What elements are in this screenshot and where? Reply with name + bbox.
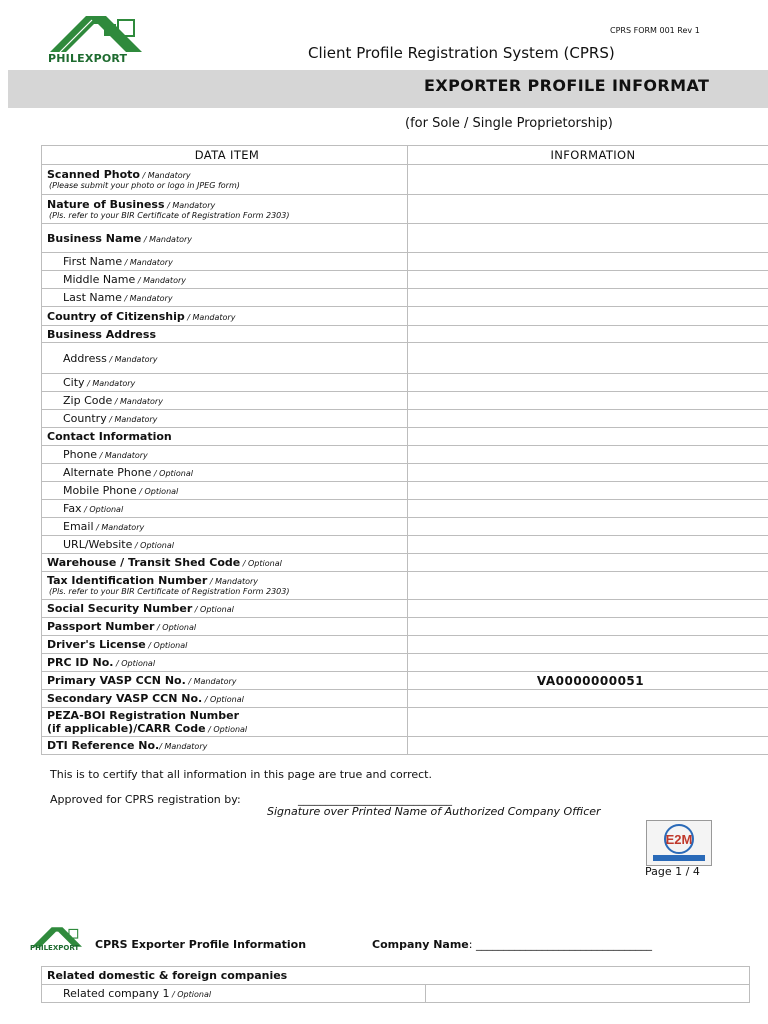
- table-row: [42, 392, 768, 410]
- data-item-label: Phone: [63, 448, 98, 461]
- information-cell[interactable]: [408, 253, 768, 271]
- col-header-information: INFORMATION: [408, 146, 768, 165]
- data-item-label: Social Security Number: [47, 602, 193, 615]
- data-item-cell: [42, 446, 408, 464]
- requirement-suffix: / Optional: [132, 541, 174, 550]
- table-row: [42, 636, 768, 654]
- requirement-suffix: / Mandatory: [207, 577, 259, 586]
- information-cell[interactable]: [408, 224, 768, 253]
- table-row: [42, 518, 768, 536]
- data-item-cell: [42, 636, 408, 654]
- requirement-suffix: / Optional: [113, 659, 156, 668]
- related-section-header: Related domestic & foreign companies: [42, 967, 750, 985]
- certification-text: This is to certify that all information in this page are true and correct.: [50, 768, 432, 781]
- information-cell[interactable]: [408, 737, 768, 755]
- information-cell[interactable]: [408, 482, 768, 500]
- table-row: [42, 690, 768, 708]
- data-item-label: Nature of Business: [47, 197, 165, 211]
- related-company-text: Related company 1: [63, 987, 170, 1000]
- information-cell[interactable]: VA0000000051: [408, 672, 768, 690]
- table-row: [42, 253, 768, 271]
- data-item-cell: [42, 572, 408, 600]
- data-item-label: Warehouse / Transit Shed Code: [47, 556, 241, 569]
- requirement-suffix: / Mandatory: [185, 677, 237, 686]
- table-row: [42, 271, 768, 289]
- philexport-logo-small: [30, 926, 82, 956]
- requirement-suffix: / Mandatory: [141, 234, 193, 244]
- requirement-suffix: / Mandatory: [135, 276, 186, 285]
- table-row: [42, 500, 768, 518]
- table-row: [42, 195, 768, 224]
- requirement-suffix: / Optional: [192, 605, 234, 614]
- logo-mark-icon: [46, 14, 142, 54]
- table-row: [42, 224, 768, 253]
- e2m-logo-icon: [647, 821, 711, 865]
- data-item-label: Secondary VASP CCN No.: [47, 692, 203, 705]
- table-row: [42, 482, 768, 500]
- data-item-label: Last Name: [63, 291, 122, 304]
- table-row: [42, 672, 768, 690]
- data-item-cell: [42, 428, 408, 446]
- company-name-label: Company Name: [372, 938, 469, 951]
- banner: [8, 70, 768, 108]
- col-header-data-item: DATA ITEM: [42, 146, 408, 165]
- information-cell[interactable]: [408, 654, 768, 672]
- requirement-suffix: / Mandatory: [139, 171, 191, 180]
- data-item-cell: [42, 500, 408, 518]
- data-item-label: PEZA-BOI Registration Number: [47, 709, 240, 722]
- data-item-label: Contact Information: [47, 430, 172, 443]
- information-cell[interactable]: [408, 307, 768, 326]
- table-row: [42, 464, 768, 482]
- data-item-label: DTI Reference No.: [47, 739, 160, 752]
- requirement-suffix: / Optional: [136, 487, 179, 496]
- data-item-cell: [42, 464, 408, 482]
- information-cell[interactable]: [408, 410, 768, 428]
- data-item-label: Address: [63, 351, 107, 365]
- related-company-value[interactable]: [426, 985, 750, 1003]
- data-item-cell: [42, 410, 408, 428]
- logo-small-text: PHILEXPORT: [30, 944, 80, 952]
- table-row: [42, 343, 768, 374]
- data-item-label: Business Address: [47, 327, 156, 341]
- data-item-cell: [42, 536, 408, 554]
- data-item-cell: [42, 165, 408, 195]
- requirement-suffix: / Optional: [145, 641, 188, 650]
- table-row: [42, 536, 768, 554]
- information-cell[interactable]: [408, 600, 768, 618]
- requirement-suffix: / Mandatory: [121, 294, 173, 303]
- data-item-label: Driver's License: [47, 638, 146, 651]
- data-item-cell: [42, 554, 408, 572]
- data-item-label: Mobile Phone: [63, 484, 137, 497]
- data-item-label: URL/Website: [63, 538, 133, 551]
- information-cell[interactable]: [408, 636, 768, 654]
- data-item-label: Email: [63, 520, 94, 533]
- data-item-cell: [42, 195, 408, 224]
- data-item-cell: [42, 289, 408, 307]
- table-row: [42, 446, 768, 464]
- information-cell[interactable]: [408, 618, 768, 636]
- e2m-customs-badge: [646, 820, 712, 866]
- profile-table: [41, 145, 768, 755]
- table-row: [42, 410, 768, 428]
- information-cell[interactable]: [408, 271, 768, 289]
- data-item-cell: [42, 708, 408, 737]
- requirement-suffix: / Mandatory: [184, 312, 236, 322]
- table-row: [42, 600, 768, 618]
- information-cell[interactable]: [408, 446, 768, 464]
- table-row: [42, 654, 768, 672]
- table-row: [42, 554, 768, 572]
- data-item-label: Business Name: [47, 231, 142, 245]
- data-item-label: Middle Name: [63, 273, 136, 286]
- requirement-suffix: / Optional: [151, 469, 193, 478]
- information-cell[interactable]: [408, 428, 768, 446]
- data-item-label: Scanned Photo: [47, 168, 140, 181]
- table-row: [42, 165, 768, 195]
- related-company-row: [42, 985, 750, 1003]
- table-header-row: [42, 146, 768, 165]
- approval-signature-line: ____________________________: [298, 793, 452, 806]
- table-row: [42, 737, 768, 755]
- form-number: CPRS FORM 001 Rev 1: [610, 26, 700, 35]
- data-item-cell: [42, 392, 408, 410]
- related-section-row: [42, 967, 750, 985]
- requirement-suffix: / Mandatory: [84, 379, 136, 388]
- data-item-cell: [42, 307, 408, 326]
- data-item-cell: [42, 600, 408, 618]
- data-item-note: (Pls. refer to your BIR Certificate of Registration Form 2303): [49, 210, 290, 220]
- information-cell[interactable]: [408, 464, 768, 482]
- data-item-label: Passport Number: [47, 620, 155, 633]
- information-cell[interactable]: [408, 392, 768, 410]
- company-name-field: [372, 938, 652, 951]
- data-item-label: City: [63, 376, 85, 389]
- next-page-title: CPRS Exporter Profile Information: [95, 938, 307, 951]
- requirement-suffix: / Mandatory: [106, 415, 158, 424]
- data-item-cell: [42, 518, 408, 536]
- table-row: [42, 374, 768, 392]
- table-row: [42, 428, 768, 446]
- requirement-suffix: / Mandatory: [97, 451, 148, 460]
- data-item-label: First Name: [63, 255, 123, 268]
- data-item-cell: [42, 618, 408, 636]
- information-cell[interactable]: [408, 195, 768, 224]
- information-cell[interactable]: [408, 690, 768, 708]
- data-item-cell: [42, 326, 408, 343]
- information-cell[interactable]: [408, 326, 768, 343]
- data-item-cell: [42, 672, 408, 690]
- data-item-label-line2: (if applicable)/CARR Code: [47, 722, 206, 735]
- information-cell[interactable]: [408, 536, 768, 554]
- information-cell[interactable]: [408, 500, 768, 518]
- data-item-cell: [42, 224, 408, 253]
- data-item-cell: [42, 737, 408, 755]
- related-company-suffix: / Optional: [169, 990, 212, 999]
- table-row: [42, 618, 768, 636]
- table-row: [42, 307, 768, 326]
- page-number: Page 1 / 4: [645, 865, 700, 878]
- data-item-cell: [42, 690, 408, 708]
- table-row: [42, 289, 768, 307]
- data-item-label: Zip Code: [63, 394, 113, 407]
- table-row: [42, 572, 768, 600]
- information-cell[interactable]: [408, 518, 768, 536]
- related-company-label: [42, 985, 426, 1003]
- data-item-label: Country: [63, 412, 107, 425]
- information-cell[interactable]: [408, 374, 768, 392]
- requirement-suffix: / Optional: [154, 623, 197, 632]
- information-cell[interactable]: [408, 289, 768, 307]
- information-cell[interactable]: [408, 165, 768, 195]
- data-item-label: Tax Identification Number: [47, 574, 208, 587]
- requirement-suffix: / Optional: [81, 505, 124, 514]
- e2m-badge-text: E2M: [665, 832, 693, 847]
- data-item-cell: [42, 654, 408, 672]
- philexport-logo: [46, 14, 142, 66]
- data-item-label: Primary VASP CCN No.: [47, 674, 186, 687]
- table-row: [42, 326, 768, 343]
- data-item-label: Country of Citizenship: [47, 309, 185, 323]
- system-title: Client Profile Registration System (CPRS): [308, 44, 615, 62]
- data-item-note: (Pls. refer to your BIR Certificate of Registration Form 2303): [49, 587, 290, 596]
- information-cell[interactable]: [408, 572, 768, 600]
- data-item-cell: [42, 343, 408, 374]
- approved-label: Approved for CPRS registration by:: [50, 793, 241, 806]
- data-item-label: Alternate Phone: [63, 466, 152, 479]
- requirement-suffix: / Optional: [205, 725, 248, 734]
- information-cell[interactable]: [408, 554, 768, 572]
- related-companies-table: [41, 966, 750, 1003]
- data-item-note: (Please submit your photo or logo in JPEG form): [49, 181, 240, 190]
- logo-text: PHILEXPORT: [48, 52, 128, 65]
- data-item-cell: [42, 374, 408, 392]
- requirement-suffix: / Mandatory: [93, 523, 145, 532]
- company-name-line: : ________________________________: [468, 938, 652, 951]
- data-item-label: Fax: [63, 502, 82, 515]
- requirement-suffix: / Mandatory: [164, 200, 216, 210]
- form-subtitle: (for Sole / Single Proprietorship): [405, 116, 613, 131]
- requirement-suffix: / Mandatory: [122, 258, 173, 267]
- table-row: [42, 708, 768, 737]
- data-item-label: PRC ID No.: [47, 656, 114, 669]
- requirement-suffix: / Mandatory: [106, 354, 158, 364]
- data-item-cell: [42, 271, 408, 289]
- data-item-cell: [42, 253, 408, 271]
- requirement-suffix: / Mandatory: [112, 397, 163, 406]
- information-cell[interactable]: [408, 343, 768, 374]
- information-cell[interactable]: [408, 708, 768, 737]
- requirement-suffix: / Optional: [240, 559, 282, 568]
- banner-title: EXPORTER PROFILE INFORMAT: [424, 76, 710, 95]
- signature-caption: Signature over Printed Name of Authorized Company Officer: [267, 805, 601, 818]
- requirement-suffix: / Mandatory: [159, 742, 208, 751]
- data-item-cell: [42, 482, 408, 500]
- requirement-suffix: / Optional: [202, 695, 244, 704]
